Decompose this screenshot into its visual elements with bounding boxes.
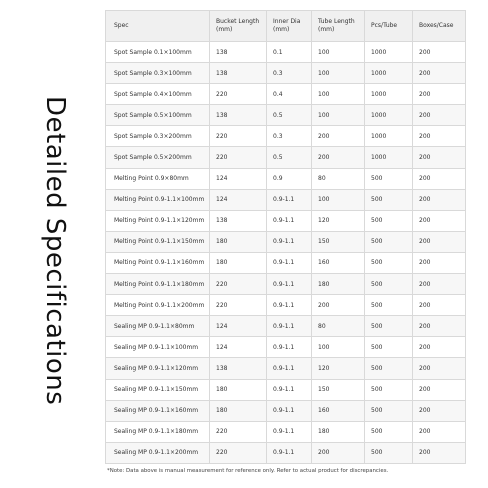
table-cell: 220 — [210, 84, 267, 105]
table-row — [106, 168, 466, 189]
table-row — [106, 252, 466, 273]
table-cell: 200 — [413, 442, 466, 463]
table-cell: 200 — [413, 252, 466, 273]
column-header: Bucket Length (mm) — [210, 11, 267, 42]
table-cell: 0.9-1.1 — [267, 358, 312, 379]
table-row — [106, 421, 466, 442]
table-row — [106, 337, 466, 358]
table-row — [106, 231, 466, 252]
table-cell: 500 — [365, 252, 413, 273]
table-cell: 200 — [413, 337, 466, 358]
table-cell: Melting Point 0.9-1.1×150mm — [106, 231, 210, 252]
table-cell: 0.4 — [267, 84, 312, 105]
table-cell: 500 — [365, 189, 413, 210]
table-row — [106, 210, 466, 231]
table-cell: 0.9-1.1 — [267, 252, 312, 273]
table-cell: 200 — [413, 274, 466, 295]
table-row — [106, 189, 466, 210]
table-cell: 500 — [365, 421, 413, 442]
table-cell: 0.9-1.1 — [267, 316, 312, 337]
table-cell: 200 — [413, 316, 466, 337]
table-cell: Spot Sample 0.3×100mm — [106, 63, 210, 84]
table-cell: 200 — [312, 126, 365, 147]
table-row — [106, 63, 466, 84]
table-cell: 138 — [210, 105, 267, 126]
table-cell: 100 — [312, 189, 365, 210]
table-cell: Melting Point 0.9-1.1×160mm — [106, 252, 210, 273]
table-cell: Melting Point 0.9-1.1×120mm — [106, 210, 210, 231]
table-row — [106, 147, 466, 168]
table-row — [106, 358, 466, 379]
table-cell: 0.9-1.1 — [267, 379, 312, 400]
table-cell: Melting Point 0.9-1.1×100mm — [106, 189, 210, 210]
table-cell: Spot Sample 0.4×100mm — [106, 84, 210, 105]
table-cell: Sealing MP 0.9-1.1×100mm — [106, 337, 210, 358]
table-cell: 1000 — [365, 126, 413, 147]
table-row — [106, 105, 466, 126]
table-cell: 0.1 — [267, 42, 312, 63]
table-cell: 200 — [413, 105, 466, 126]
table-cell: 1000 — [365, 105, 413, 126]
table-cell: 200 — [413, 358, 466, 379]
table-cell: 500 — [365, 400, 413, 421]
table-cell: 120 — [312, 210, 365, 231]
table-cell: 150 — [312, 231, 365, 252]
header-row — [106, 11, 466, 42]
table-cell: 1000 — [365, 63, 413, 84]
table-cell: 220 — [210, 295, 267, 316]
column-header: Tube Length (mm) — [312, 11, 365, 42]
table-cell: 500 — [365, 442, 413, 463]
table-cell: Spot Sample 0.1×100mm — [106, 42, 210, 63]
table-cell: 150 — [312, 379, 365, 400]
table-cell: 1000 — [365, 42, 413, 63]
table-cell: 500 — [365, 337, 413, 358]
table-cell: 138 — [210, 358, 267, 379]
table-cell: Sealing MP 0.9-1.1×180mm — [106, 421, 210, 442]
table-cell: 100 — [312, 63, 365, 84]
table-cell: 180 — [312, 274, 365, 295]
table-cell: 200 — [312, 147, 365, 168]
table-cell: 220 — [210, 442, 267, 463]
table-cell: 200 — [413, 84, 466, 105]
table-cell: 500 — [365, 168, 413, 189]
table-cell: 180 — [210, 379, 267, 400]
table-cell: 200 — [413, 400, 466, 421]
table-cell: 0.9-1.1 — [267, 295, 312, 316]
table-cell: 1000 — [365, 84, 413, 105]
table-cell: 200 — [413, 147, 466, 168]
table-row — [106, 442, 466, 463]
table-cell: 124 — [210, 189, 267, 210]
table-cell: 180 — [210, 231, 267, 252]
table-cell: 500 — [365, 210, 413, 231]
table-cell: 500 — [365, 379, 413, 400]
table-cell: 120 — [312, 358, 365, 379]
table-cell: 200 — [413, 231, 466, 252]
table-cell: 0.9-1.1 — [267, 337, 312, 358]
table-cell: 124 — [210, 337, 267, 358]
table-cell: 200 — [413, 63, 466, 84]
table-cell: Sealing MP 0.9-1.1×120mm — [106, 358, 210, 379]
column-header: Pcs/Tube — [365, 11, 413, 42]
table-cell: 220 — [210, 421, 267, 442]
table-cell: Spot Sample 0.5×100mm — [106, 105, 210, 126]
table-cell: 0.9-1.1 — [267, 210, 312, 231]
column-header: Spec — [106, 11, 210, 42]
table-cell: 220 — [210, 147, 267, 168]
table-row — [106, 126, 466, 147]
table-cell: 200 — [413, 295, 466, 316]
table-cell: 80 — [312, 168, 365, 189]
column-header: Boxes/Case — [413, 11, 466, 42]
table-cell: 500 — [365, 358, 413, 379]
table-cell: 200 — [413, 42, 466, 63]
table-row — [106, 295, 466, 316]
table-cell: 0.9-1.1 — [267, 274, 312, 295]
footnote: *Note: Data above is manual measurement for reference only. Refer to actual product for discrepancies. — [107, 468, 389, 474]
table-cell: Melting Point 0.9-1.1×180mm — [106, 274, 210, 295]
table-header — [106, 11, 466, 42]
table-cell: 200 — [413, 189, 466, 210]
table-cell: 180 — [210, 400, 267, 421]
table-cell: 0.3 — [267, 126, 312, 147]
table-row — [106, 316, 466, 337]
table-cell: 1000 — [365, 147, 413, 168]
table-cell: 80 — [312, 316, 365, 337]
table-cell: 124 — [210, 316, 267, 337]
table-cell: 500 — [365, 274, 413, 295]
table-cell: 0.9-1.1 — [267, 189, 312, 210]
table-cell: 180 — [312, 421, 365, 442]
table-cell: 180 — [210, 252, 267, 273]
table-cell: Spot Sample 0.5×200mm — [106, 147, 210, 168]
table-cell: Melting Point 0.9×80mm — [106, 168, 210, 189]
table-cell: Melting Point 0.9-1.1×200mm — [106, 295, 210, 316]
table-cell: 0.9-1.1 — [267, 442, 312, 463]
table-cell: Spot Sample 0.3×200mm — [106, 126, 210, 147]
table-row — [106, 274, 466, 295]
table-cell: Sealing MP 0.9-1.1×200mm — [106, 442, 210, 463]
table-cell: 200 — [413, 421, 466, 442]
table-cell: 0.5 — [267, 105, 312, 126]
column-header: Inner Dia (mm) — [267, 11, 312, 42]
table-cell: 220 — [210, 274, 267, 295]
table-cell: 200 — [413, 126, 466, 147]
table-cell: 124 — [210, 168, 267, 189]
table-row — [106, 379, 466, 400]
table-cell: Sealing MP 0.9-1.1×150mm — [106, 379, 210, 400]
table-cell: 160 — [312, 400, 365, 421]
table-cell: 0.9-1.1 — [267, 421, 312, 442]
table-cell: 500 — [365, 295, 413, 316]
table-cell: 200 — [413, 210, 466, 231]
table-cell: 500 — [365, 231, 413, 252]
table-cell: 220 — [210, 126, 267, 147]
table-cell: Sealing MP 0.9-1.1×80mm — [106, 316, 210, 337]
table-row — [106, 42, 466, 63]
table-cell: 100 — [312, 105, 365, 126]
table-cell: 200 — [312, 442, 365, 463]
table-cell: 0.9-1.1 — [267, 231, 312, 252]
table-cell: 138 — [210, 210, 267, 231]
table-cell: 0.5 — [267, 147, 312, 168]
table-cell: 100 — [312, 84, 365, 105]
table-cell: 0.9-1.1 — [267, 400, 312, 421]
table-cell: 138 — [210, 63, 267, 84]
table-cell: 100 — [312, 42, 365, 63]
table-cell: 200 — [312, 295, 365, 316]
table-cell: 0.3 — [267, 63, 312, 84]
table-cell: 160 — [312, 252, 365, 273]
spec-table — [105, 10, 466, 464]
table-cell: Sealing MP 0.9-1.1×160mm — [106, 400, 210, 421]
table-cell: 138 — [210, 42, 267, 63]
table-cell: 200 — [413, 168, 466, 189]
table-row — [106, 400, 466, 421]
table-body — [106, 42, 466, 464]
table-cell: 0.9 — [267, 168, 312, 189]
table-cell: 500 — [365, 316, 413, 337]
table-cell: 100 — [312, 337, 365, 358]
side-title: Detailed Specifications — [40, 96, 70, 406]
table-row — [106, 84, 466, 105]
table-cell: 200 — [413, 379, 466, 400]
